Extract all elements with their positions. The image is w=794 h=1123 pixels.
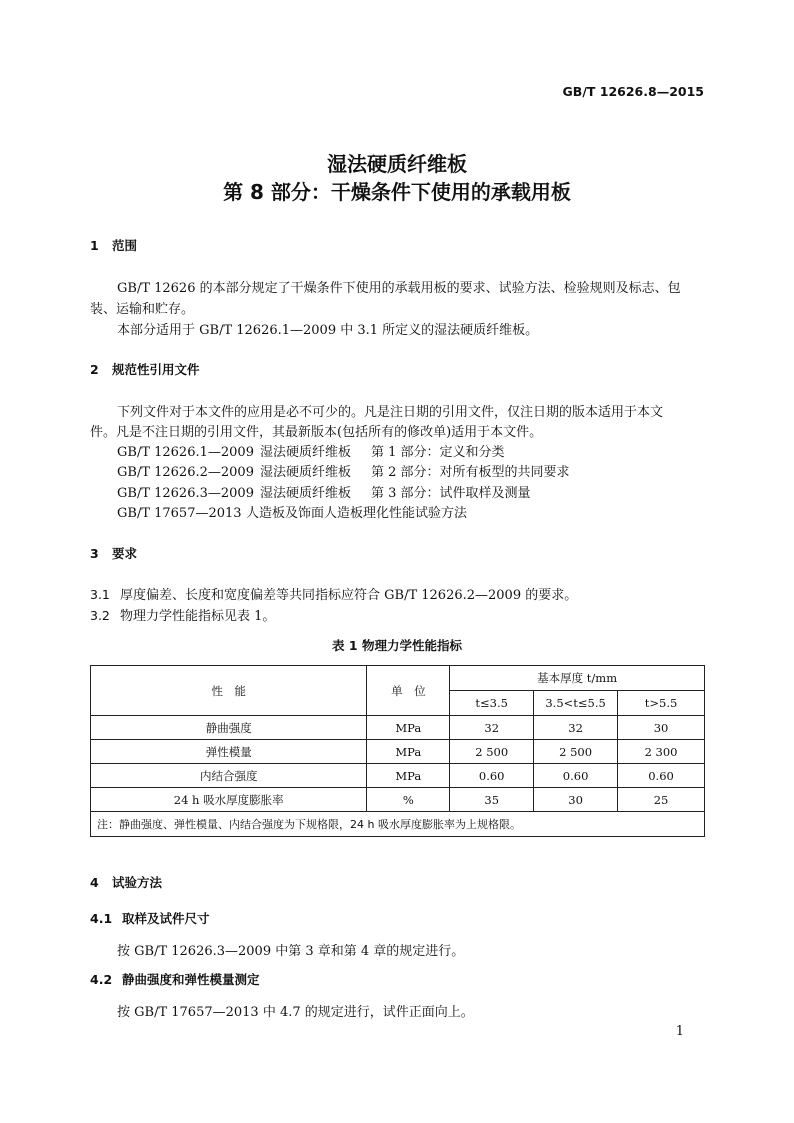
- page-number: 1: [675, 1024, 684, 1039]
- reference-item: [117, 441, 505, 460]
- table-row: [91, 716, 705, 740]
- cell-value: 30: [618, 716, 705, 740]
- reference-code: GB/T 17657—2013: [117, 506, 242, 521]
- standard-code-header: GB/T 12626.8—2015: [562, 84, 704, 99]
- document-title-line2: 第 8 部分：干燥条件下使用的承载用板: [223, 180, 571, 204]
- section-1-heading: [90, 236, 137, 254]
- cell-unit: MPa: [367, 740, 450, 764]
- cell-value: 2 500: [534, 740, 618, 764]
- clause-number: 3.1: [90, 587, 110, 602]
- reference-name: 湿法硬质纤维板: [260, 486, 352, 501]
- cell-value: 35: [450, 788, 534, 812]
- header-thickness-range: 3.5<t≤5.5: [534, 691, 618, 716]
- table-row: [91, 764, 705, 788]
- section-number: 4: [90, 875, 99, 890]
- subsection-4-2-heading: [90, 970, 260, 988]
- cell-property: 内结合强度: [91, 764, 367, 788]
- section-title: 规范性引用文件: [112, 362, 200, 377]
- cell-value: 0.60: [534, 764, 618, 788]
- section-title: 要求: [112, 546, 138, 561]
- reference-code: GB/T 12626.1—2009: [117, 445, 254, 460]
- reference-item: [117, 461, 570, 480]
- subsection-4-2-text: 按 GB/T 17657—2013 中 4.7 的规定进行，试件正面向上。: [117, 1005, 474, 1020]
- cell-property: 弹性模量: [91, 740, 367, 764]
- scope-applicability: 本部分适用于 GB/T 12626.1—2009 中 3.1 所定义的湿法硬质纤维板。: [117, 323, 539, 338]
- reference-code: GB/T 12626.2—2009: [117, 465, 254, 480]
- cell-property: 静曲强度: [91, 716, 367, 740]
- cell-value: 0.60: [450, 764, 534, 788]
- reference-part: 第 1 部分：定义和分类: [371, 445, 505, 460]
- section-number: 2: [90, 362, 99, 377]
- header-property: 性 能: [91, 666, 367, 716]
- reference-part: 第 3 部分：试件取样及测量: [371, 486, 531, 501]
- subsection-number: 4.2: [90, 972, 113, 987]
- cell-value: 30: [534, 788, 618, 812]
- section-3-heading: [90, 544, 137, 562]
- section-2-heading: [90, 360, 200, 378]
- cell-value: 32: [450, 716, 534, 740]
- clause-text: 物理力学性能指标见表 1。: [120, 609, 276, 624]
- subsection-title: 静曲强度和弹性模量测定: [122, 972, 260, 987]
- subsection-4-1-text: 按 GB/T 12626.3—2009 中第 3 章和第 4 章的规定进行。: [117, 944, 465, 959]
- requirement-item: [90, 605, 275, 624]
- table-row: [91, 788, 705, 812]
- header-unit: 单 位: [367, 666, 450, 716]
- scope-paragraph-line2: 装、运输和贮存。: [90, 302, 195, 317]
- reference-name: 湿法硬质纤维板: [260, 445, 352, 460]
- cell-unit: MPa: [367, 716, 450, 740]
- cell-unit: MPa: [367, 764, 450, 788]
- section-number: 1: [90, 238, 99, 253]
- cell-value: 2 500: [450, 740, 534, 764]
- reference-name: 湿法硬质纤维板: [260, 465, 352, 480]
- requirement-item: [90, 584, 577, 603]
- reference-code: GB/T 12626.3—2009: [117, 486, 254, 501]
- clause-text: 厚度偏差、长度和宽度偏差等共同指标应符合 GB/T 12626.2—2009 的要求。: [120, 588, 578, 603]
- reference-item: [117, 482, 531, 501]
- header-thickness-range: t>5.5: [618, 691, 705, 716]
- section-4-heading: [90, 873, 162, 891]
- subsection-number: 4.1: [90, 911, 113, 926]
- cell-value: 2 300: [618, 740, 705, 764]
- table-caption: 表 1 物理力学性能指标: [332, 638, 462, 653]
- reference-title: 人造板及饰面人造板理化性能试验方法: [246, 506, 468, 521]
- reference-part: 第 2 部分：对所有板型的共同要求: [371, 465, 570, 480]
- header-thickness-range: t≤3.5: [450, 691, 534, 716]
- cell-value: 25: [618, 788, 705, 812]
- cell-property: 24 h 吸水厚度膨胀率: [91, 788, 367, 812]
- clause-number: 3.2: [90, 608, 110, 623]
- properties-table: [90, 665, 705, 837]
- document-title-line1: 湿法硬质纤维板: [327, 152, 467, 176]
- references-intro-line1: 下列文件对于本文件的应用是必不可少的。凡是注日期的引用文件，仅注日期的版本适用于本文: [117, 405, 664, 420]
- scope-paragraph-line1: GB/T 12626 的本部分规定了干燥条件下使用的承载用板的要求、试验方法、检验规则及标志、包: [117, 281, 681, 296]
- cell-unit: %: [367, 788, 450, 812]
- section-title: 试验方法: [112, 875, 163, 890]
- table-row: [91, 740, 705, 764]
- header-thickness-group: 基本厚度 t/mm: [450, 666, 705, 691]
- subsection-title: 取样及试件尺寸: [122, 911, 210, 926]
- cell-value: 0.60: [618, 764, 705, 788]
- section-number: 3: [90, 546, 99, 561]
- subsection-4-1-heading: [90, 909, 210, 927]
- section-title: 范围: [112, 238, 138, 253]
- reference-item: [117, 502, 467, 521]
- table-note: 注：静曲强度、弹性模量、内结合强度为下规格限，24 h 吸水厚度膨胀率为上规格限。: [91, 812, 705, 837]
- references-intro-line2: 件。凡是不注日期的引用文件，其最新版本(包括所有的修改单)适用于本文件。: [90, 425, 543, 440]
- cell-value: 32: [534, 716, 618, 740]
